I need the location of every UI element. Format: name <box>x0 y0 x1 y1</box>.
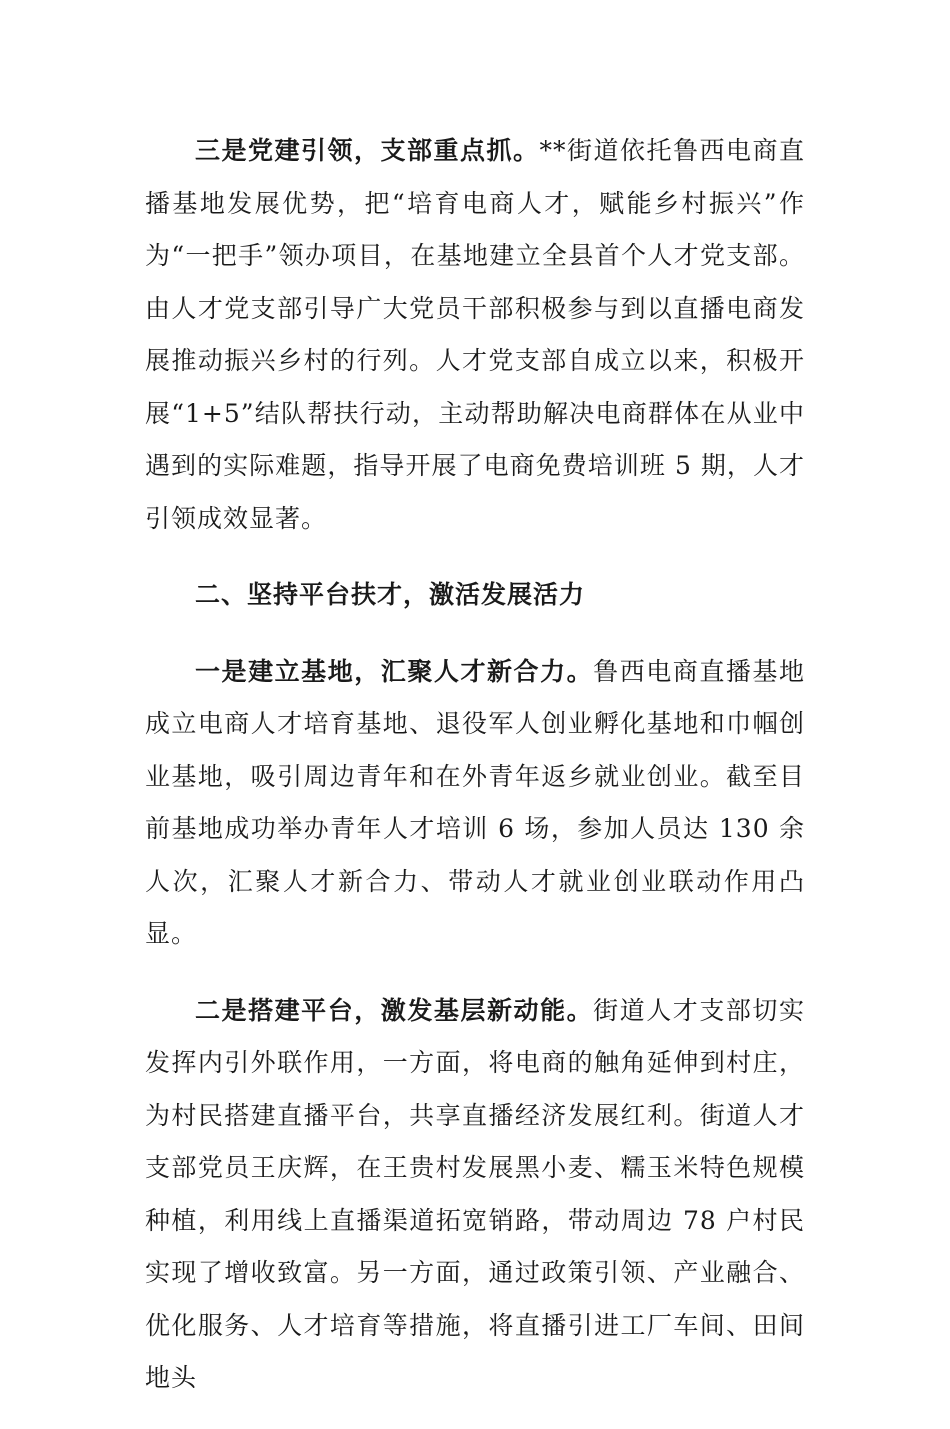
paragraph-text: 街道人才支部切实发挥内引外联作用，一方面，将电商的触角延伸到村庄，为村民搭建直播平台，共享直播经济发展红利。街道人才支部党员王庆辉，在王贵村发展黑小麦、糯玉米特色规模种植，利用线上直播渠道拓宽销路，带动周边 78 户村民实现了增收致富。另一方面，通过政策引领、产业融合、优化服务、人才培育等措施，将直播引进工厂车间、田间地头 <box>145 995 805 1392</box>
paragraph-text: **街道依托鲁西电商直播基地发展优势，把“培育电商人才，赋能乡村振兴”作为“一把手”领办项目，在基地建立全县首个人才党支部。由人才党支部引导广大党员干部积极参与到以直播电商发展推动振兴乡村的行列。人才党支部自成立以来，积极开展“1+5”结队帮扶行动，主动帮助解决电商群体在从业中遇到的实际难题，指导开展了电商免费培训班 5 期，人才引领成效显著。 <box>145 136 805 533</box>
paragraph-party-building <box>145 125 805 545</box>
paragraph-text: 鲁西电商直播基地成立电商人才培育基地、退役军人创业孵化基地和巾帼创业基地，吸引周边青年和在外青年返乡就业创业。截至目前基地成功举办青年人才培训 6 场，参加人员达 130 余人次，汇聚人才新合力、带动人才就业创业联动作用凸显。 <box>145 656 805 948</box>
paragraph-build-base <box>145 646 805 961</box>
paragraph-lead: 三是党建引领，支部重点抓。 <box>195 136 540 165</box>
paragraph-build-platform <box>145 985 805 1405</box>
paragraph-lead: 一是建立基地，汇聚人才新合力。 <box>195 656 594 686</box>
section-heading: 二、坚持平台扶才，激活发展活力 <box>195 580 586 609</box>
document-body <box>145 125 805 1429</box>
paragraph-lead: 二是搭建平台，激发基层新动能。 <box>195 995 594 1025</box>
